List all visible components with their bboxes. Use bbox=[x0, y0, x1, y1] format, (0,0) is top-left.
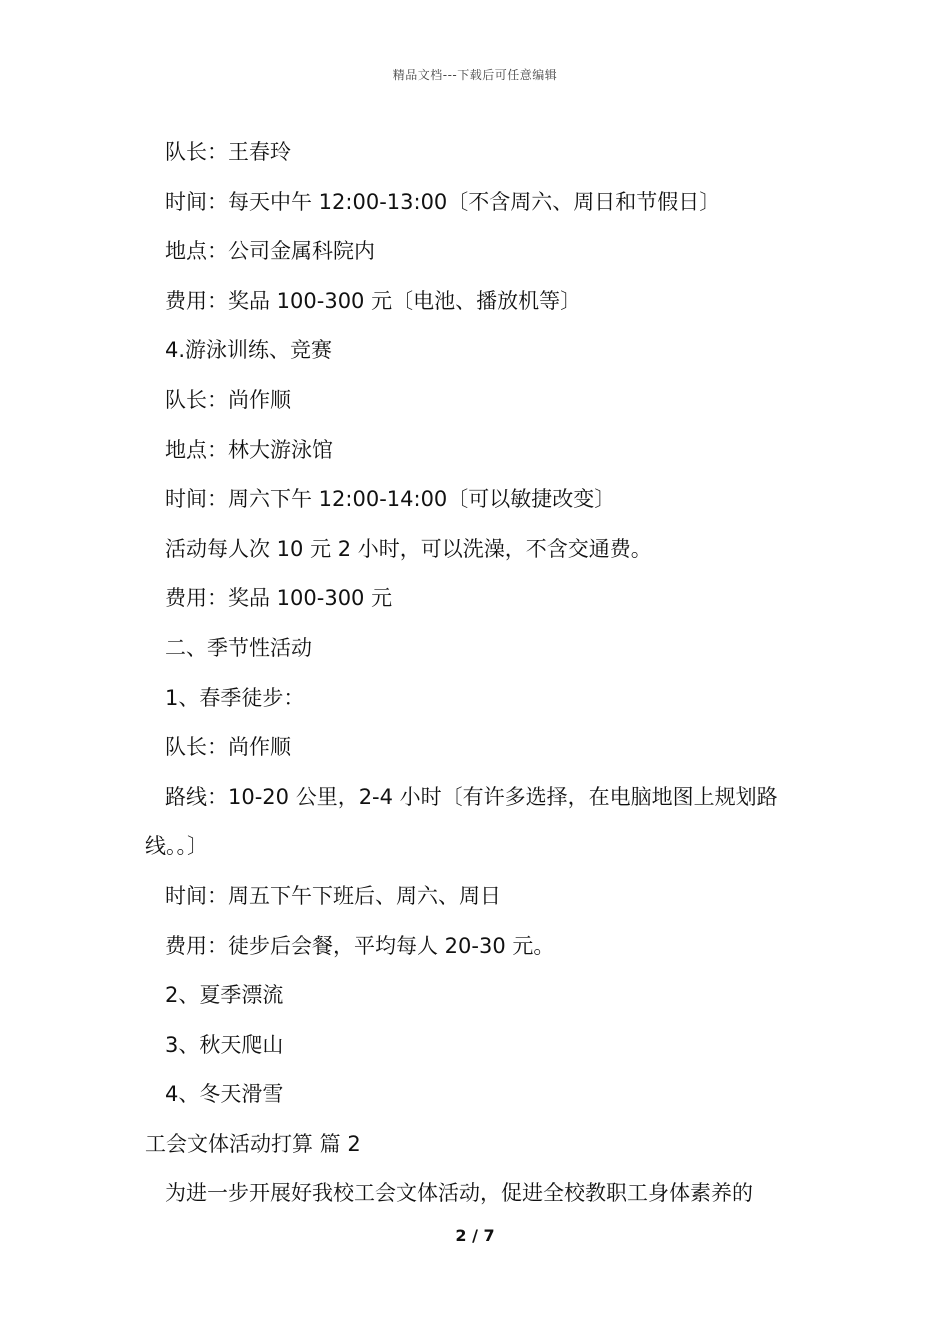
paragraph-cost: 费用：奖品 100-300 元 bbox=[165, 586, 393, 611]
paragraph-cost: 费用：徒步后会餐，平均每人 20-30 元。 bbox=[165, 933, 555, 958]
item-spring-hiking: 1、春季徒步： bbox=[165, 685, 305, 710]
paragraph-team-leader: 队长：王春玲 bbox=[165, 140, 291, 164]
page-number: 2 / 7 bbox=[455, 1226, 495, 1245]
paragraph-cost: 费用：奖品 100-300 元〔电池、播放机等〕 bbox=[165, 288, 582, 313]
section-heading-seasonal: 二、季节性活动 bbox=[165, 635, 312, 660]
page-header: 精品文档---下载后可任意编辑 bbox=[392, 68, 558, 82]
paragraph-time: 时间：每天中午 12:00-13:00〔不含周六、周日和节假日〕 bbox=[165, 189, 721, 214]
paragraph-location: 地点：林大游泳馆 bbox=[165, 437, 333, 462]
paragraph-time: 时间：周六下午 12:00-14:00〔可以敏捷改变〕 bbox=[165, 487, 616, 512]
paragraph-route: 路线：10-20 公里，2-4 小时〔有许多选择，在电脑地图上规划路线。。〕 bbox=[145, 784, 778, 859]
document-body bbox=[145, 128, 810, 1219]
paragraph-team-leader: 队长：尚作顺 bbox=[165, 387, 291, 412]
paragraph-intro: 为进一步开展好我校工会文体活动，促进全校教职工身体素养的 bbox=[165, 1181, 753, 1206]
item-autumn-climbing: 3、秋天爬山 bbox=[165, 1032, 284, 1057]
section-title-plan-2: 工会文体活动打算 篇 2 bbox=[145, 1131, 361, 1156]
paragraph-activity-fee: 活动每人次 10 元 2 小时，可以洗澡，不含交通费。 bbox=[165, 536, 652, 561]
paragraph-time: 时间：周五下午下班后、周六、周日 bbox=[165, 883, 501, 908]
paragraph-team-leader: 队长：尚作顺 bbox=[165, 735, 291, 760]
section-heading-swimming: 4.游泳训练、竞赛 bbox=[165, 338, 333, 363]
item-winter-skiing: 4、冬天滑雪 bbox=[165, 1082, 284, 1107]
paragraph-location: 地点：公司金属科院内 bbox=[165, 239, 375, 264]
item-summer-rafting: 2、夏季漂流 bbox=[165, 983, 284, 1008]
